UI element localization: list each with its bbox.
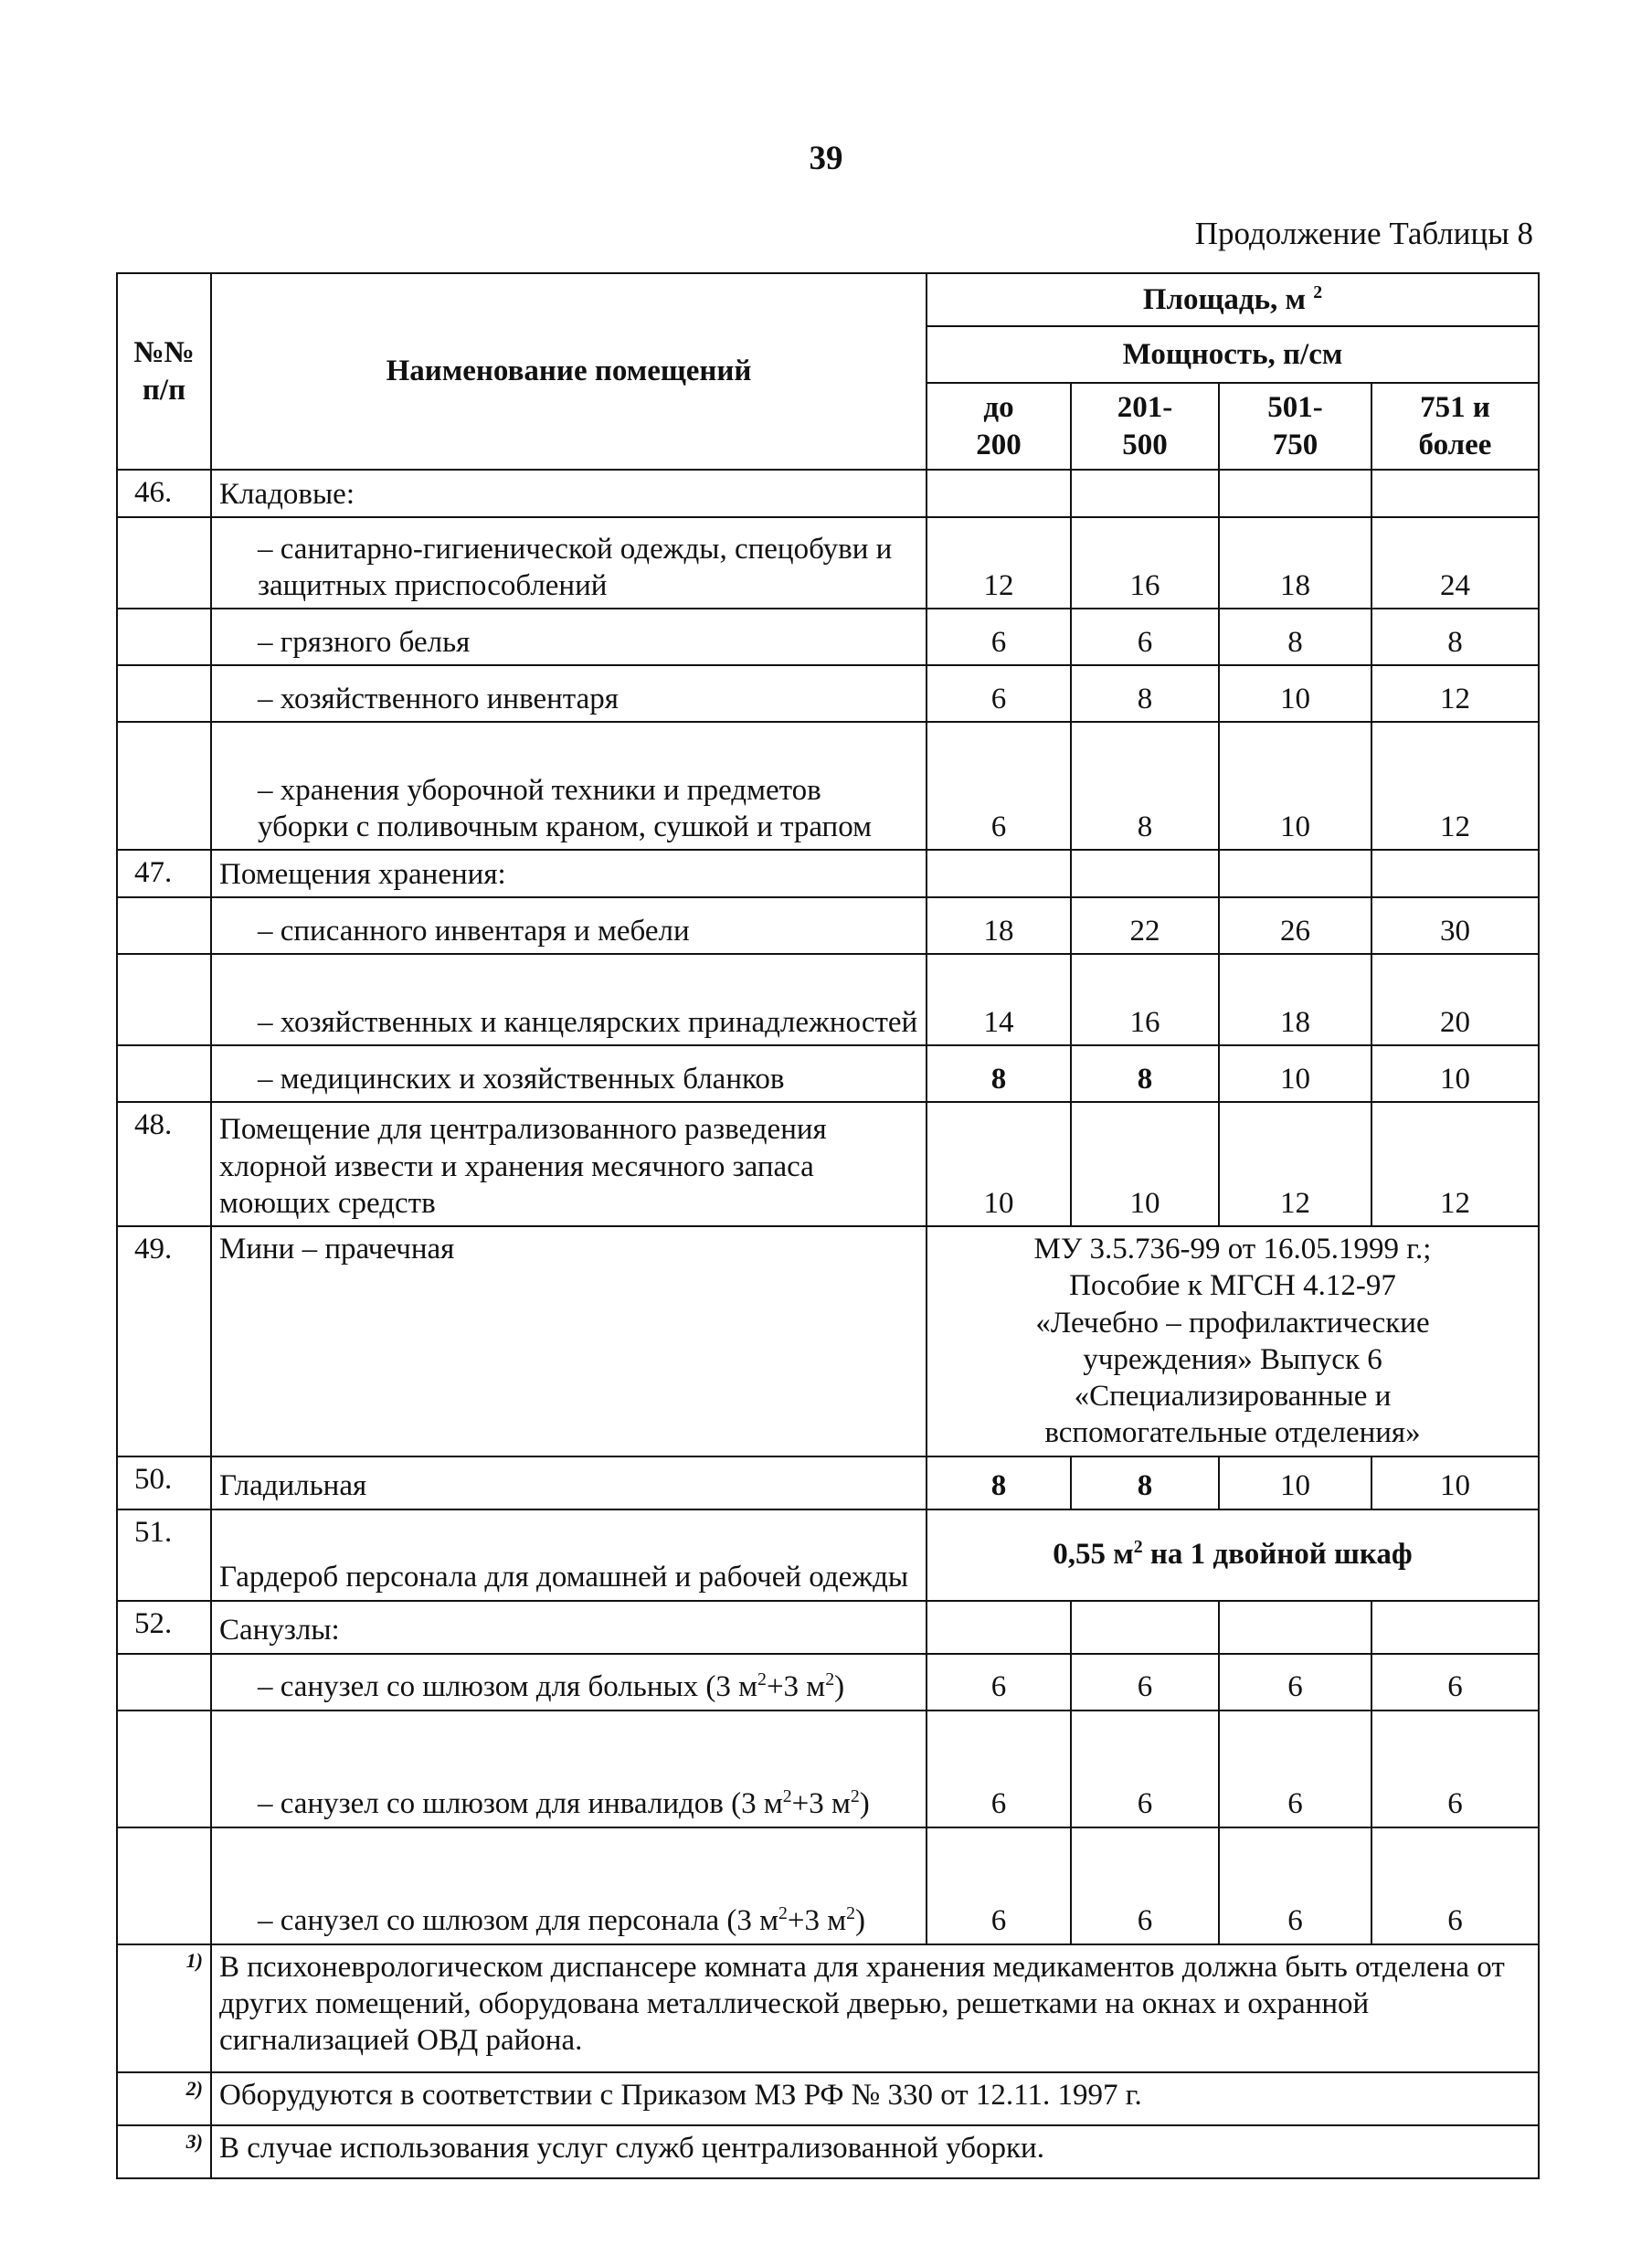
cell-value bbox=[1371, 470, 1539, 517]
cell-value: 6 bbox=[1071, 1827, 1219, 1944]
table-row bbox=[117, 470, 1539, 517]
header-c4: 751 и более bbox=[1371, 383, 1539, 470]
rooms-area-table bbox=[116, 272, 1540, 2179]
row-number: 46. bbox=[117, 470, 211, 517]
cell-value: 8 bbox=[927, 1045, 1071, 1102]
cell-value: 12 bbox=[1371, 1102, 1539, 1226]
cell-value: 6 bbox=[1219, 1654, 1371, 1711]
table-row bbox=[117, 1711, 1539, 1827]
row-name: Кладовые: bbox=[211, 470, 927, 517]
cell-value: 26 bbox=[1219, 897, 1371, 954]
cell-value: 10 bbox=[1071, 1102, 1219, 1226]
row-name: – медицинских и хозяйственных бланков bbox=[211, 1045, 927, 1102]
cell-value: 12 bbox=[1219, 1102, 1371, 1226]
cell-value: 6 bbox=[927, 1711, 1071, 1827]
cell-value bbox=[1371, 850, 1539, 897]
table-row bbox=[117, 1827, 1539, 1944]
row-number: 50. bbox=[117, 1456, 211, 1509]
cell-value: 24 bbox=[1371, 517, 1539, 609]
header-c1: до 200 bbox=[927, 383, 1071, 470]
footnote-text: Оборудуются в соответствии с Приказом МЗ РФ № 330 от 12.11. 1997 г. bbox=[211, 2072, 1539, 2125]
cell-value: 6 bbox=[927, 1827, 1071, 1944]
cell-value: 6 bbox=[927, 609, 1071, 665]
cell-value: 6 bbox=[1071, 1654, 1219, 1711]
cell-value: 18 bbox=[1219, 954, 1371, 1045]
row-reference: МУ 3.5.736-99 от 16.05.1999 г.; Пособие к МГСН 4.12-97 «Лечебно – профилактические учреждения» Выпуск 6 «Специализированные и вспомогательные отделения» bbox=[927, 1226, 1539, 1456]
table-row bbox=[117, 1102, 1539, 1226]
cell-value: 8 bbox=[1071, 665, 1219, 722]
cell-value: 10 bbox=[927, 1102, 1071, 1226]
cell-value: 6 bbox=[1071, 1711, 1219, 1827]
cell-value: 12 bbox=[1371, 722, 1539, 850]
header-c3: 501- 750 bbox=[1219, 383, 1371, 470]
footnote-mark: 1) bbox=[117, 1944, 211, 2072]
row-number bbox=[117, 1827, 211, 1944]
table-row bbox=[117, 517, 1539, 609]
row-number bbox=[117, 1045, 211, 1102]
row-number bbox=[117, 1654, 211, 1711]
cell-value: 8 bbox=[1371, 609, 1539, 665]
cell-value: 12 bbox=[927, 517, 1071, 609]
table-row bbox=[117, 850, 1539, 897]
cell-value: 30 bbox=[1371, 897, 1539, 954]
row-number: 47. bbox=[117, 850, 211, 897]
cell-value: 6 bbox=[1219, 1711, 1371, 1827]
cell-value: 14 bbox=[927, 954, 1071, 1045]
row-number: 48. bbox=[117, 1102, 211, 1226]
table-row bbox=[117, 897, 1539, 954]
row-name: – хозяйственных и канцелярских принадлежностей bbox=[211, 954, 927, 1045]
table-continuation-label: Продолжение Таблицы 8 bbox=[1194, 216, 1533, 251]
page-number: 39 bbox=[809, 140, 843, 177]
cell-value: 16 bbox=[1071, 517, 1219, 609]
cell-value bbox=[1371, 1601, 1539, 1654]
row-name: Помещение для централизованного разведения хлорной извести и хранения месячного запаса моющих средств bbox=[211, 1102, 927, 1226]
table-row bbox=[117, 1045, 1539, 1102]
footnote-text: В психоневрологическом диспансере комната для хранения медикаментов должна быть отделена от других помещений, оборудована металлической дверью, решетками на окнах и охранной сигнализацией ОВД района. bbox=[211, 1944, 1539, 2072]
cell-value: 18 bbox=[927, 897, 1071, 954]
header-c2: 201- 500 bbox=[1071, 383, 1219, 470]
row-number bbox=[117, 609, 211, 665]
row-name: – санузел со шлюзом для персонала (3 $м^2+3$ $м^2$) bbox=[211, 1827, 927, 1944]
row-name: – хозяйственного инвентаря bbox=[211, 665, 927, 722]
row-number: 52. bbox=[117, 1601, 211, 1654]
header-room-name: Наименование помещений bbox=[211, 273, 927, 470]
cell-value: 22 bbox=[1071, 897, 1219, 954]
footnote-mark: 2) bbox=[117, 2072, 211, 2125]
row-number bbox=[117, 1711, 211, 1827]
row-name: – санузел со шлюзом для инвалидов (3 $м^2+3$ $м^2$) bbox=[211, 1711, 927, 1827]
row-number: 49. bbox=[117, 1226, 211, 1456]
cell-value: 8 bbox=[927, 1456, 1071, 1509]
row-name: Гардероб персонала для домашней и рабочей одежды bbox=[211, 1509, 927, 1601]
table-row bbox=[117, 1654, 1539, 1711]
row-name: – санитарно-гигиенической одежды, спецобуви и защитных приспособлений bbox=[211, 517, 927, 609]
row-number bbox=[117, 897, 211, 954]
cell-value bbox=[1219, 1601, 1371, 1654]
table-row bbox=[117, 609, 1539, 665]
cell-value bbox=[927, 470, 1071, 517]
table-row bbox=[117, 665, 1539, 722]
cell-value: 10 bbox=[1219, 1456, 1371, 1509]
cell-value: 6 bbox=[927, 722, 1071, 850]
row-name: Гладильная bbox=[211, 1456, 927, 1509]
cell-value bbox=[927, 1601, 1071, 1654]
cell-value bbox=[1071, 470, 1219, 517]
row-name: – хранения уборочной техники и предметов уборки с поливочным краном, сушкой и трапом bbox=[211, 722, 927, 850]
cell-value: 20 bbox=[1371, 954, 1539, 1045]
row-merged-value: 0,55 $м^2$ на 1 двойной шкаф bbox=[927, 1509, 1539, 1601]
row-number bbox=[117, 722, 211, 850]
cell-value: 10 bbox=[1371, 1045, 1539, 1102]
row-number bbox=[117, 665, 211, 722]
cell-value: 12 bbox=[1371, 665, 1539, 722]
cell-value: 8 bbox=[1071, 1045, 1219, 1102]
cell-value: 10 bbox=[1219, 665, 1371, 722]
table-row bbox=[117, 954, 1539, 1045]
row-name: Мини – прачечная bbox=[211, 1226, 927, 1456]
row-number bbox=[117, 954, 211, 1045]
cell-value: 16 bbox=[1071, 954, 1219, 1045]
cell-value: 6 bbox=[1371, 1654, 1539, 1711]
cell-value: 6 bbox=[1371, 1827, 1539, 1944]
cell-value: 10 bbox=[1219, 722, 1371, 850]
header-power: Мощность, п/см bbox=[927, 326, 1539, 383]
cell-value: 6 bbox=[927, 1654, 1071, 1711]
cell-value: 8 bbox=[1219, 609, 1371, 665]
row-name: – санузел со шлюзом для больных (3 $м^2+3$ $м^2$) bbox=[211, 1654, 927, 1711]
cell-value: 8 bbox=[1071, 1456, 1219, 1509]
cell-value bbox=[1219, 850, 1371, 897]
row-number: 51. bbox=[117, 1509, 211, 1601]
row-number bbox=[117, 517, 211, 609]
table-row bbox=[117, 722, 1539, 850]
cell-value: 10 bbox=[1371, 1456, 1539, 1509]
row-name: Помещения хранения: bbox=[211, 850, 927, 897]
cell-value bbox=[1071, 1601, 1219, 1654]
cell-value: 18 bbox=[1219, 517, 1371, 609]
cell-value: 6 bbox=[1371, 1711, 1539, 1827]
cell-value: 6 bbox=[1071, 609, 1219, 665]
cell-value: 6 bbox=[927, 665, 1071, 722]
cell-value bbox=[1071, 850, 1219, 897]
cell-value: 6 bbox=[1219, 1827, 1371, 1944]
row-name: – грязного белья bbox=[211, 609, 927, 665]
footnote-text: В случае использования услуг служб централизованной уборки. bbox=[211, 2125, 1539, 2178]
footnote-mark: 3) bbox=[117, 2125, 211, 2178]
row-name: Санузлы: bbox=[211, 1601, 927, 1654]
cell-value bbox=[1219, 470, 1371, 517]
cell-value: 8 bbox=[1071, 722, 1219, 850]
cell-value bbox=[927, 850, 1071, 897]
header-number: №№ п/п bbox=[117, 273, 211, 470]
cell-value: 10 bbox=[1219, 1045, 1371, 1102]
header-area: Площадь, м $^2$ bbox=[927, 273, 1539, 326]
row-name: – списанного инвентаря и мебели bbox=[211, 897, 927, 954]
